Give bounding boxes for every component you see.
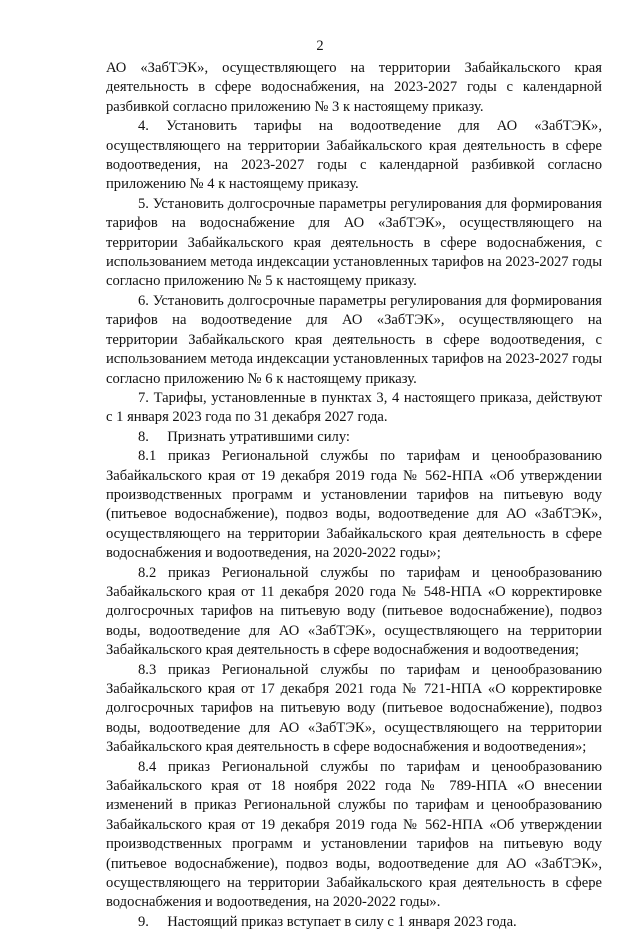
page-number: 2 (316, 38, 324, 54)
paragraph-item-8-4: 8.4 приказ Региональной службы по тарифам и ценообразованию Забайкальского края от 18 ноября 2022 года № 789-НПА «О внесении изменений в приказ Региональной службы по тарифам и ценообразованию Забайкальского края от 19 декабря 2019 года № 562-НПА «Об утверждении производственных программ и установлении тарифов на питьевую воду (питьевое водоснабжение), подвоз воды, водоотведение для АО «ЗабТЭК», осуществляющего на территории Забайкальского края деятельность в сфере водоснабжения и водоотведения, на 2020-2022 годы». (106, 758, 602, 911)
paragraph-item-6: 6. Установить долгосрочные параметры регулирования для формирования тарифов на водоотведение для АО «ЗабТЭК», осуществляющего на территории Забайкальского края деятельность в сфере водоотведения, с использованием метода индексации установленных тарифов на 2023-2027 годы согласно приложению № 6 к настоящему приказу. (106, 292, 602, 387)
paragraph-continuation: АО «ЗабТЭК», осуществляющего на территории Забайкальского края деятельность в сфере водоснабжения, на 2023-2027 годы с календарной разбивкой согласно приложению № 3 к настоящему приказу. (106, 60, 602, 115)
paragraph-item-8: 8. Признать утратившими силу: (138, 428, 350, 445)
paragraph-item-4: 4. Установить тарифы на водоотведение для АО «ЗабТЭК», осуществляющего на территории Забайкальского края деятельность в сфере водоотведения, на 2023-2027 годы с календарной разбивкой согласно приложению № 4 к настоящему приказу. (106, 118, 602, 193)
paragraph-item-8-1: 8.1 приказ Региональной службы по тарифам и ценообразованию Забайкальского края от 19 декабря 2019 года № 562-НПА «Об утверждении производственных программ и установлении тарифов на питьевую воду (питьевое водоснабжение), подвоз воды, водоотведение для АО «ЗабТЭК», осуществляющего на территории Забайкальского края деятельность в сфере водоснабжения и водоотведения, на 2020-2022 годы»; (106, 448, 602, 562)
document-body (106, 59, 602, 932)
paragraph-item-9: 9. Настоящий приказ вступает в силу с 1 января 2023 года. (138, 913, 517, 930)
paragraph-item-8-3: 8.3 приказ Региональной службы по тарифам и ценообразованию Забайкальского края от 17 декабря 2021 года № 721-НПА «О корректировке долгосрочных тарифов на питьевую воду (питьевое водоснабжение), подвоз воды, водоотведение для АО «ЗабТЭК», осуществляющего на территории Забайкальского края деятельность в сфере водоснабжения и водоотведения»; (106, 661, 602, 756)
paragraph-item-5: 5. Установить долгосрочные параметры регулирования для формирования тарифов на водоснабжение для АО «ЗабТЭК», осуществляющего на территории Забайкальского края деятельность в сфере водоснабжения, с использованием метода индексации установленных тарифов на 2023-2027 годы согласно приложению № 5 к настоящему приказу. (106, 195, 602, 290)
paragraph-item-8-2: 8.2 приказ Региональной службы по тарифам и ценообразованию Забайкальского края от 11 декабря 2020 года № 548-НПА «О корректировке долгосрочных тарифов на питьевую воду (питьевое водоснабжение), подвоз воды, водоотведение для АО «ЗабТЭК», осуществляющего на территории Забайкальского края деятельность в сфере водоснабжения и водоотведения; (106, 564, 602, 659)
paragraph-item-7: 7. Тарифы, установленные в пунктах 3, 4 настоящего приказа, действуют с 1 января 2023 года по 31 декабря 2027 года. (106, 389, 602, 426)
